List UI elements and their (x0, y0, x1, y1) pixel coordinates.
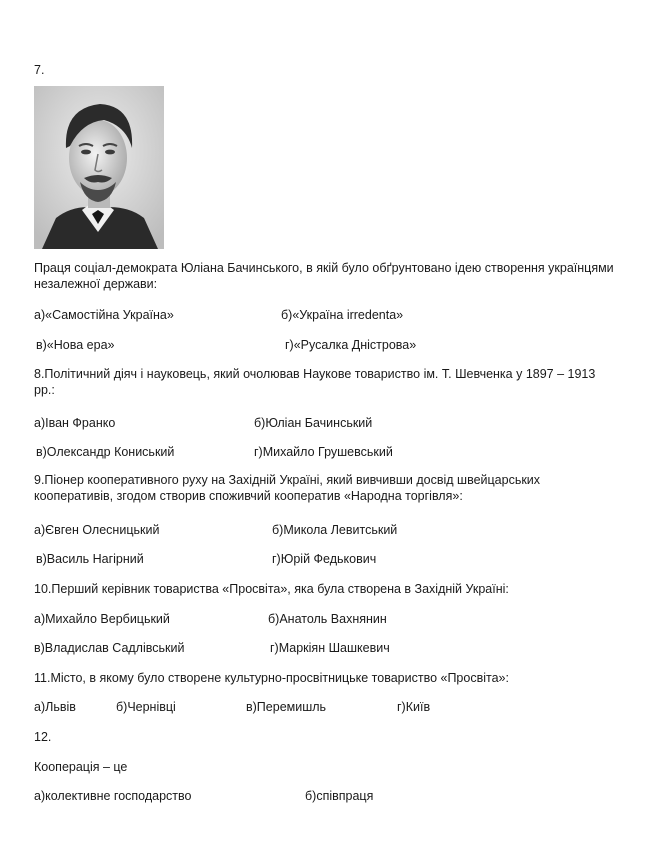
question-7-text: Праця соціал-демократа Юліана Бачинського, в якій було обґрунтовано ідею створення українцями незалежної держави: (34, 261, 614, 291)
q8-option-c: в)Олександр Кониський (36, 445, 175, 459)
question-12-number: 12. (34, 730, 52, 744)
q10-option-b: б)Анатоль Вахнянин (268, 612, 387, 626)
portrait-photo (34, 86, 164, 249)
q9-option-a: а)Євген Олесницький (34, 523, 160, 537)
q11-option-d: г)Київ (397, 700, 431, 714)
q11-option-a: а)Львів (34, 700, 76, 714)
q9-option-d: г)Юрій Федькович (272, 552, 377, 566)
q10-option-c: в)Владислав Садлівський (34, 641, 185, 655)
question-12-text: Кооперація – це (34, 760, 128, 774)
q8-option-d: г)Михайло Грушевський (254, 445, 393, 459)
question-7-number: 7. (34, 63, 45, 77)
q11-option-b: б)Чернівці (116, 700, 176, 714)
q7-option-a: а)«Самостійна Україна» (34, 308, 174, 322)
q8-option-a: а)Іван Франко (34, 416, 116, 430)
q9-option-b: б)Микола Левитський (272, 523, 398, 537)
q11-option-c: в)Перемишль (246, 700, 327, 714)
question-8-text: 8.Політичний діяч і науковець, який очолював Наукове товариство ім. Т. Шевченка у 1897 – 1913 рр.: (34, 367, 596, 397)
question-10-text: 10.Перший керівник товариства «Просвіта», яка була створена в Західній Україні: (34, 582, 509, 596)
question-11-text: 11.Місто, в якому було створене культурно-просвітницьке товариство «Просвіта»: (34, 671, 509, 685)
q7-option-c: в)«Нова ера» (36, 338, 115, 352)
q10-option-a: а)Михайло Вербицький (34, 612, 170, 626)
q7-option-d: г)«Русалка Дністрова» (285, 338, 417, 352)
question-9-text: 9.Піонер кооперативного руху на Західній Україні, який вивчивши досвід швейцарських кооперативів, згодом створив споживчий кооператив «Народна торгівля»: (34, 473, 541, 503)
q7-option-b: б)«Україна irredenta» (281, 308, 404, 322)
q12-option-b: б)співпраця (305, 789, 374, 803)
q12-option-a: а)колективне господарство (34, 789, 192, 803)
portrait-photo-icon (34, 86, 164, 249)
q9-option-c: в)Василь Нагірний (36, 552, 144, 566)
q8-option-b: б)Юліан Бачинський (254, 416, 373, 430)
q10-option-d: г)Маркіян Шашкевич (270, 641, 390, 655)
